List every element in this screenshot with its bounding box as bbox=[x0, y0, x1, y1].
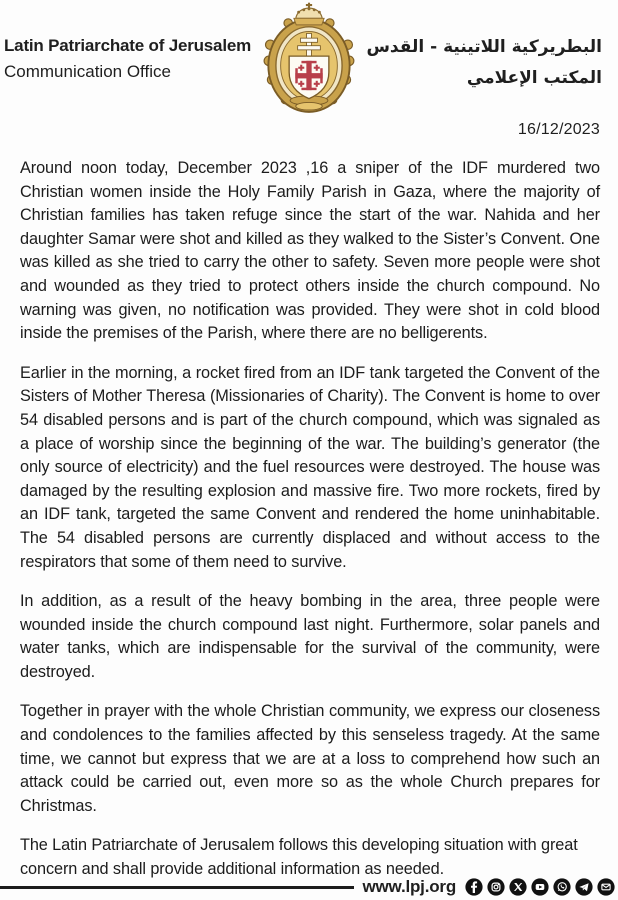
youtube-icon[interactable] bbox=[531, 878, 549, 896]
header-right bbox=[366, 32, 602, 94]
org-name-ar: البطريركية اللاتينية - القدس bbox=[366, 37, 602, 57]
footer bbox=[0, 877, 615, 897]
document-date: 16/12/2023 bbox=[517, 121, 600, 138]
email-icon[interactable] bbox=[597, 878, 615, 896]
paragraph-1: Around noon today, December 2023 ,16 a sniper of the IDF murdered two Christian women inside the Holy Family Parish in Gaza, where the majority of Christian families has taken refuge since the start of the war. Nahida and her daughter Samar were shot and killed as they walked to the Sister’s Convent. One was killed as she tried to carry the other to safety. Seven more people were shot and wounded as they tried to protect others inside the church compound. No warning was given, no notification was provided. They were shot in cold blood inside the premises of the Parish, where there are no belligerents. bbox=[20, 159, 600, 343]
social-icons bbox=[465, 878, 615, 896]
footer-rule bbox=[0, 886, 354, 889]
facebook-icon[interactable] bbox=[465, 878, 483, 896]
paragraph-4: Together in prayer with the whole Christian community, we express our closeness and condolences to the families affected by this senseless tragedy. At the same time, we cannot but express that we are at a loss to comprehend how such an attack could be carried out, even more so as the whole Church prepares for Christmas. bbox=[20, 702, 600, 815]
patriarchate-coat-of-arms-icon bbox=[257, 2, 361, 119]
org-name-en: Latin Patriarchate of Jerusalem bbox=[4, 36, 252, 55]
office-name-en: Communication Office bbox=[4, 62, 171, 81]
press-release-body bbox=[20, 157, 600, 898]
paragraph-5: The Latin Patriarchate of Jerusalem follows this developing situation with great concern and shall provide additional information as needed. bbox=[20, 836, 578, 879]
website-link[interactable]: www.lpj.org bbox=[362, 877, 456, 896]
telegram-icon[interactable] bbox=[575, 878, 593, 896]
x-icon[interactable] bbox=[509, 878, 527, 896]
header-left bbox=[4, 33, 251, 85]
whatsapp-icon[interactable] bbox=[553, 878, 571, 896]
office-name-ar: المكتب الإعلامي bbox=[466, 68, 602, 88]
paragraph-2: Earlier in the morning, a rocket fired from an IDF tank targeted the Convent of the Sisters of Mother Theresa (Missionaries of Charity). The Convent is home to over 54 disabled persons and is part of the church compound, which was signaled as a place of worship since the beginning of the war. The building’s generator (the only source of electricity) and the fuel resources were destroyed. The house was damaged by the resulting explosion and massive fire. Two more rockets, fired by an IDF tank, targeted the same Convent and rendered the home uninhabitable. The 54 disabled persons are currently displaced and without access to the respirators that some of them need to survive. bbox=[20, 363, 600, 571]
paragraph-3: In addition, as a result of the heavy bombing in the area, three people were wounded inside the church compound last night. Furthermore, solar panels and water tanks, which are indispensable for the survival of the community, were destroyed. bbox=[20, 592, 600, 681]
instagram-icon[interactable] bbox=[487, 878, 505, 896]
crown-icon bbox=[294, 3, 324, 25]
